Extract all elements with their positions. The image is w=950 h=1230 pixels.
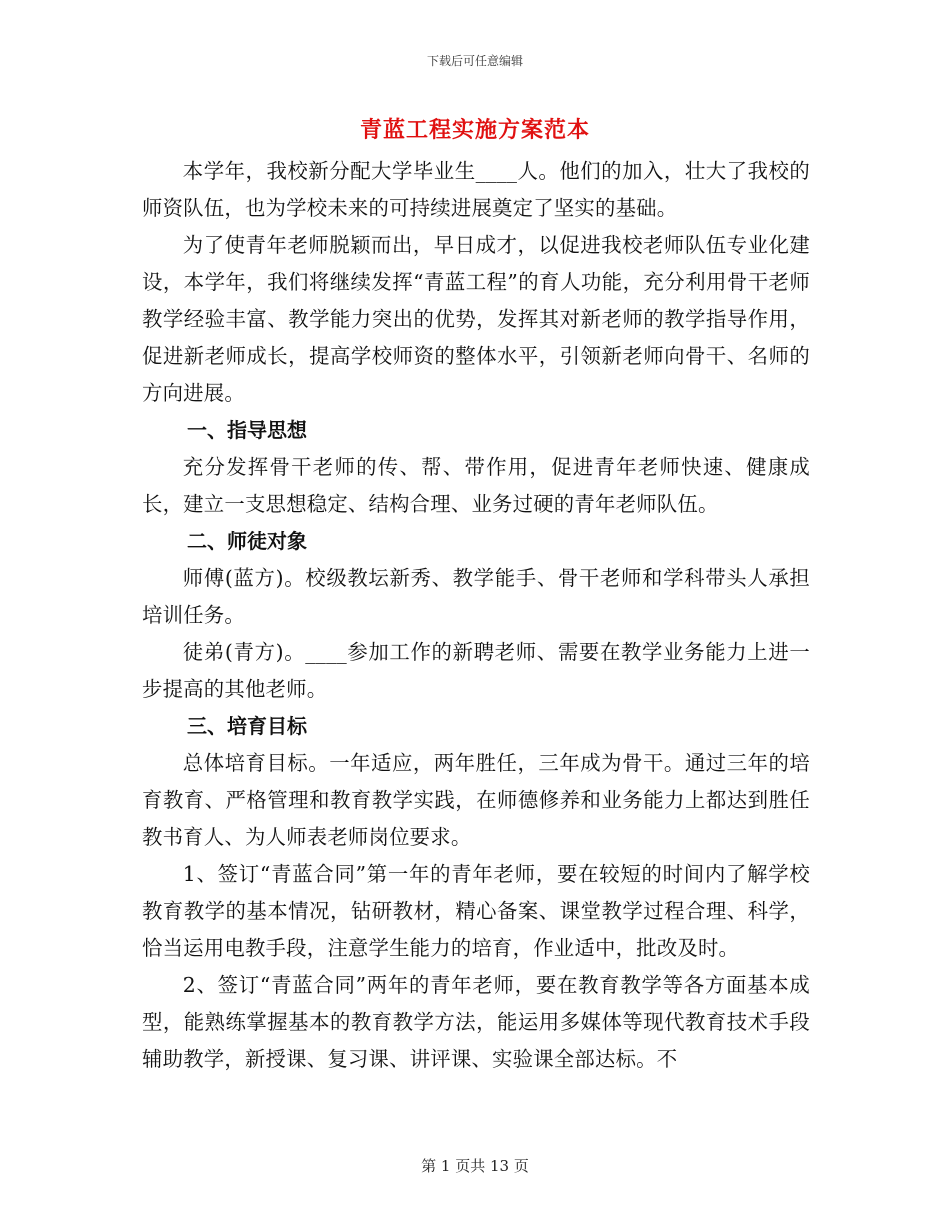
- header-note: 下载后可任意编辑: [426, 54, 523, 68]
- section1-paragraph: 充分发挥骨干老师的传、帮、带作用，促进青年老师快速、健康成长，建立一支思想稳定、结构合理、业务过硬的青年老师队伍。: [142, 455, 810, 516]
- intro-paragraph-2: 为了使青年老师脱颖而出，早日成才，以促进我校老师队伍专业化建设，本学年，我们将继续发挥“青蓝工程”的育人功能，充分利用骨干老师教学经验丰富、教学能力突出的优势，发挥其对新老师的教学指导作用，促进新老师成长，提高学校师资的整体水平，引领新老师向骨干、名师的方向进展。: [142, 233, 810, 405]
- document-body: [142, 153, 810, 1078]
- intro-paragraph-1: 本学年，我校新分配大学毕业生____人。他们的加入，壮大了我校的师资队伍，也为学校未来的可持续进展奠定了坚实的基础。: [142, 159, 810, 220]
- section3-item-2: 2、签订“青蓝合同”两年的青年老师，要在教育教学等各方面基本成型，能熟练掌握基本的教育教学方法，能运用多媒体等现代教育技术手段辅助教学，新授课、复习课、讲评课、实验课全部达标。不: [142, 973, 810, 1071]
- section-heading-training-goals: 三、培育目标: [187, 714, 307, 738]
- section-heading-mentor-targets: 二、师徒对象: [187, 529, 307, 553]
- section2-paragraph-mentor: 师傅(蓝方)。校级教坛新秀、教学能手、骨干老师和学科带头人承担培训任务。: [142, 566, 810, 627]
- section-heading-guiding-ideas: 一、指导思想: [187, 418, 307, 442]
- section3-paragraph-overall: 总体培育目标。一年适应，两年胜任，三年成为骨干。通过三年的培育教育、严格管理和教育教学实践，在师德修养和业务能力上都达到胜任教书育人、为人师表老师岗位要求。: [142, 751, 810, 849]
- page-footer: 第 1 页共 13 页: [421, 1157, 529, 1175]
- document-title: 青蓝工程实施方案范本: [359, 117, 590, 143]
- section2-paragraph-apprentice: 徒弟(青方)。____参加工作的新聘老师、需要在教学业务能力上进一步提高的其他老师。: [142, 640, 810, 701]
- section3-item-1: 1、签订“青蓝合同”第一年的青年老师，要在较短的时间内了解学校教育教学的基本情况，钻研教材，精心备案、课堂教学过程合理、科学，恰当运用电教手段，注意学生能力的培育，作业适中，批改及时。: [142, 862, 810, 960]
